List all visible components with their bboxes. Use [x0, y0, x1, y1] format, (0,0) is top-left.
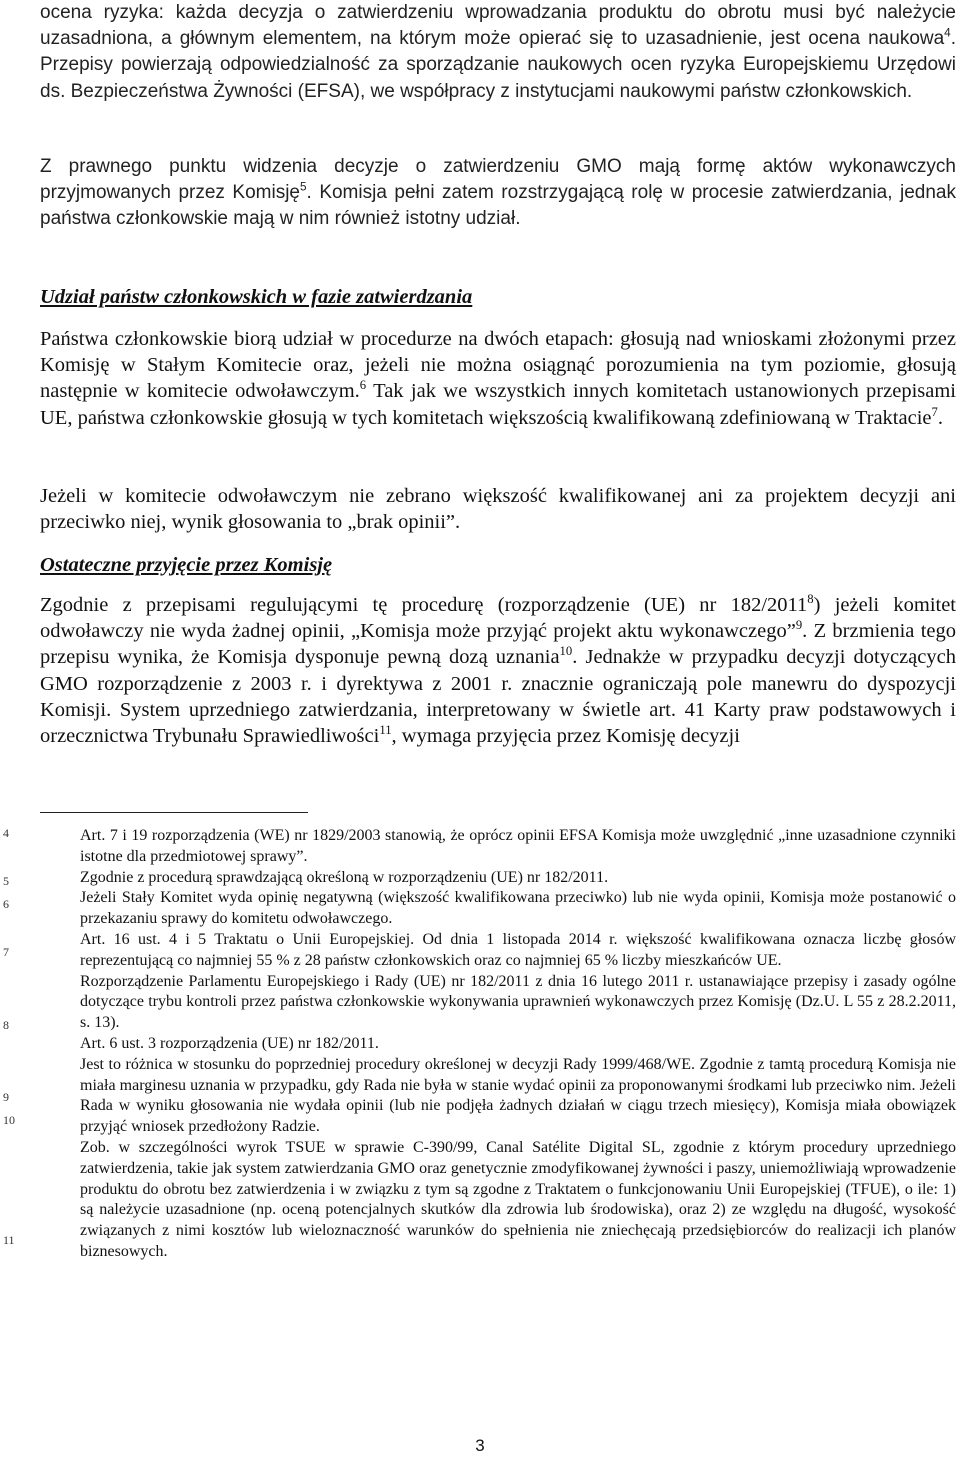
footnote-ref-9[interactable]: 9: [795, 618, 803, 633]
footnote-4: Art. 7 i 19 rozporządzenia (WE) nr 1829/2003 stanowią, że oprócz opinii EFSA Komisja może uwzględnić „inne uzasadnione czynniki istotne dla przedmiotowej sprawy”.: [80, 827, 956, 865]
page-number: 3: [475, 1436, 485, 1455]
footnote-7: Art. 16 ust. 4 i 5 Traktatu o Unii Europejskiej. Od dnia 1 listopada 2014 r. większość kwalifikowana oznacza liczbę głosów reprezentującą co najmniej 55 % z 28 państw członkowskich oraz co najmniej 65 % liczby mieszkańców UE.: [80, 930, 956, 969]
paragraph-no-opinion: Jeżeli w komitecie odwoławczym nie zebrano większość kwalifikowanej ani za projektem decyzji ani przeciwko niej, wynik głosowania to „brak opinii”.: [40, 485, 956, 534]
footnote-9: Art. 6 ust. 3 rozporządzenia (UE) nr 182/2011.: [80, 1034, 379, 1052]
footnote-10: Jest to różnica w stosunku do poprzedniej procedury określonej w decyzji Rady 1999/468/WE. Zgodnie z tamtą procedurą Komisja nie miała marginesu uznania w przypadku, gdy Rada nie była w stanie wydać opinii za proponowanymi środkami lub przeciwko nim. Jeżeli Rada w wyniku głosowania nie wydała opinii (lub nie podjęła żadnych działań w ciągu trzech miesięcy), Komisja miała obowiązek przyjąć wniosek przedłożony Radzie.: [80, 1055, 956, 1136]
footnote-ref-10[interactable]: 10: [559, 644, 573, 659]
footnote-ref-8[interactable]: 8: [807, 592, 814, 607]
footnote-number: 11: [3, 1233, 15, 1247]
footnote-8: Rozporządzenie Parlamentu Europejskiego i Rady (UE) nr 182/2011 z dnia 16 lutego 2011 r. ustanawiające przepisy i zasady ogólne dotyczące trybu kontroli przez państwa członkowskie wykonywania uprawnień wykonawczych przez Komisję (Dz.U. L 55 z 28.2.2011, s. 13).: [80, 972, 956, 1032]
footnote-ref-4[interactable]: 4: [944, 26, 951, 40]
footnote-ref-6[interactable]: 6: [359, 378, 367, 393]
section-heading-final-adoption: Ostateczne przyjęcie przez Komisję: [40, 554, 333, 576]
footnote-number: 8: [3, 1018, 9, 1032]
footnote-ref-11[interactable]: 11: [379, 723, 392, 738]
paragraph-legal-form: Z prawnego punktu widzenia decyzje o zatwierdzeniu GMO mają formę aktów wykonawczych przyjmowanych przez Komisję$^5$. Komisja pełni zatem rozstrzygającą rolę w procesie zatwierdzania, jednak państwa członkowskie mają w nim również istotny udział.: [40, 156, 956, 230]
footnote-11: Zob. w szczególności wyrok TSUE w sprawie C-390/99, Canal Satélite Digital SL, zgodnie z którym procedury uprzedniego zatwierdzenia, takie jak system zatwierdzania GMO oraz genetycznie zmodyfikowanej żywności i paszy, uniemożliwiają wprowadzenie produktu do obrotu bez zatwierdzenia i w związku z tym są zgodne z Traktatem o funkcjonowaniu Unii Europejskiej (TFUE), o ile: 1) są należycie uzasadnione (np. oceną potencjalnych skutków dla zdrowia lub środowiska), oraz 2) ze względu na długość, wysokość związanych z nimi kosztów lub wieloznaczność warunków do spełnienia nie zniechęcają przedsiębiorców do realizacji ich planów biznesowych.: [80, 1138, 956, 1260]
footnote-5: Zgodnie z procedurą sprawdzającą określoną w rozporządzeniu (UE) nr 182/2011.: [80, 868, 609, 886]
section-heading-member-states: Udział państw członkowskich w fazie zatwierdzania: [40, 286, 473, 308]
footnote-ref-7[interactable]: 7: [931, 404, 938, 419]
footnote-separator: [40, 812, 308, 813]
footnote-number: 7: [3, 945, 9, 959]
paragraph-member-states-vote: Państwa członkowskie biorą udział w procedurze na dwóch etapach: głosują nad wnioskami złożonymi przez Komisję w Stałym Komitecie oraz, jeżeli nie można osiągnąć porozumienia na tym poziomie, głosują następnie w komitecie odwoławczym.$^6$ Tak jak we wszystkich innych komitetach ustanowionych przepisami UE, państwa członkowskie głosują w tych komitetach większością kwalifikowaną zdefiniowaną w Traktacie$^7$.: [40, 328, 956, 429]
paragraph-final-adoption: Zgodnie z przepisami regulującymi tę procedurę (rozporządzenie (UE) nr 182/2011$^8$) jeżeli komitet odwoławczy nie wyda żadnej opinii, „Komisja może przyjąć projekt aktu wykonawczego”$^9$. Z brzmienia tego przepisu wynika, że Komisja dysponuje pewną dozą uznania$^{10}$. Jednakże w przypadku decyzji dotyczących GMO rozporządzenie z 2003 r. i dyrektywa z 2001 r. znacznie ograniczają pole manewru do dyspozycji Komisji. System uprzedniego zatwierdzania, interpretowany w świetle art. 41 Karty praw podstawowych i orzecznictwa Trybunału Sprawiedliwości$^{11}$, wymaga przyjęcia przez Komisję decyzji: [40, 592, 957, 748]
footnote-6: Jeżeli Stały Komitet wyda opinię negatywną (większość kwalifikowana przeciwko) lub nie wyda opinii, Komisja może postanowić o przekazaniu sprawy do komitetu odwoławczego.: [80, 889, 956, 928]
footnote-number: 5: [3, 874, 9, 888]
paragraph-risk-assessment: ocena ryzyka: każda decyzja o zatwierdzeniu wprowadzania produktu do obrotu musi być należycie uzasadniona, a głównym elementem, na którym może opierać się to uzasadnienie, jest ocena naukowa$^4$. Przepisy powierzają odpowiedzialność za sporządzanie naukowych ocen ryzyka Europejskiemu Urzędowi ds. Bezpieczeństwa Żywności (EFSA), we współpracy z instytucjami naukowymi państw członkowskich.: [40, 2, 956, 102]
footnote-number: 4: [3, 826, 9, 840]
footnote-number: 6: [3, 897, 9, 911]
footnote-ref-5[interactable]: 5: [299, 180, 307, 194]
footnote-number: 10: [3, 1113, 15, 1127]
footnote-number: 9: [3, 1090, 9, 1104]
footnotes: [80, 826, 956, 1263]
